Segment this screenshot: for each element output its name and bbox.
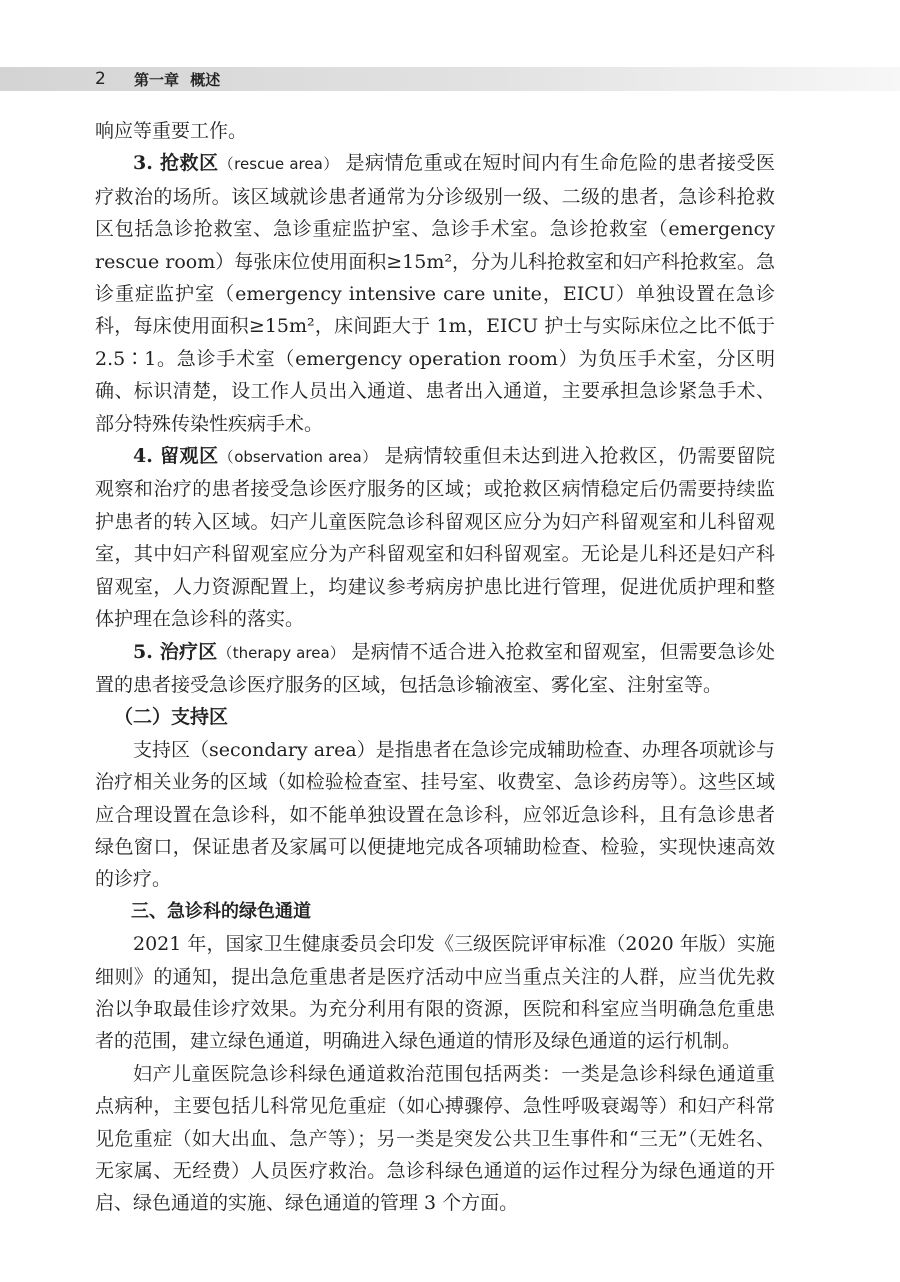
paragraph-observation-area [95, 440, 775, 635]
page-body [95, 115, 775, 1220]
section-heading-green-channel: 三、急诊科的绿色通道 [131, 900, 311, 922]
item-title-observation-area: 4. 留观区 [133, 445, 219, 468]
item-en-rescue-area: （rescue area） [218, 155, 339, 174]
paragraph-green-channel-policy: 2021 年，国家卫生健康委员会印发《三级医院评审标准（2020 年版）实施细则》的通知，提出急危重患者是医疗活动中应当重点关注的人群，应当优先救治以争取最佳诊疗效果。为充分利用有限的资源，医院和科室应当明确急危重患者的范围，建立绿色通道，明确进入绿色通道的情形及绿色通道的运行机制。 [95, 933, 775, 1053]
paragraph-rescue-area [95, 147, 775, 440]
section-heading-support-area: （二）支持区 [114, 706, 229, 729]
paragraph-continuation: 响应等重要工作。 [95, 120, 248, 142]
paragraph-green-channel-scope: 妇产儿童医院急诊科绿色通道救治范围包括两类：一类是急诊科绿色通道重点病种，主要包括儿科常见危重症（如心搏骤停、急性呼吸衰竭等）和妇产科常见危重症（如大出血、急产等）；另一类是突发公共卫生事件和“三无”（无姓名、无家属、无经费）人员医疗救治。急诊科绿色通道的运作过程分为绿色通道的开启、绿色通道的实施、绿色通道的管理 3 个方面。 [95, 1062, 775, 1215]
item-title-therapy-area: 5. 治疗区 [133, 640, 218, 663]
item-en-observation-area: （observation area） [218, 448, 378, 467]
paragraph-support-area: 支持区（secondary area）是指患者在急诊完成辅助检查、办理各项就诊与治疗相关业务的区域（如检验检查室、挂号室、收费室、急诊药房等）。这些区域应合理设置在急诊科，如不能单独设置在急诊科，应邻近急诊科，且有急诊患者绿色窗口，保证患者及家属可以便捷地完成各项辅助检查、检验，实现快速高效的诊疗。 [95, 738, 775, 891]
item-body-rescue-area: 是病情危重或在短时间内有生命危险的患者接受医疗救治的场所。该区域就诊患者通常为分诊级别一级、二级的患者，急诊科抢救区包括急诊抢救室、急诊重症监护室、急诊手术室。急诊抢救室（emergency rescue room）每张床位使用面积≥15m²，分为儿科抢救室和妇产科抢救室。急诊重症监护室（emergency intensive care unite，EICU）单独设置在急诊科，每床使用面积≥15m²，床间距大于 1m，EICU 护士与实际床位之比不低于 2.5∶1。急诊手术室（emergency operation room）为负压手术室，分区明确、标识清楚，设工作人员出入通道、患者出入通道，主要承担急诊紧急手术、部分特殊传染性疾病手术。 [95, 152, 775, 435]
paragraph-therapy-area [95, 636, 775, 702]
item-title-rescue-area: 3. 抢救区 [133, 152, 219, 175]
chapter-title: 第一章 概述 [134, 71, 221, 89]
item-body-observation-area: 是病情较重但未达到进入抢救区，仍需要留院观察和治疗的患者接受急诊医疗服务的区域；或抢救区病情稳定后仍需要持续监护患者的转入区域。妇产儿童医院急诊科留观区应分为妇产科留观室和儿科留观室，其中妇产科留观室应分为产科留观室和妇科留观室。无论是儿科还是妇产科留观室，人力资源配置上，均建议参考病房护患比进行管理，促进优质护理和整体护理在急诊科的落实。 [95, 445, 775, 631]
page-number: 2 [95, 69, 106, 89]
item-body-therapy-area: 是病情不适合进入抢救室和留观室，但需要急诊处置的患者接受急诊医疗服务的区域，包括急诊输液室、雾化室、注射室等。 [95, 640, 776, 696]
item-en-therapy-area: （therapy area） [217, 643, 346, 662]
